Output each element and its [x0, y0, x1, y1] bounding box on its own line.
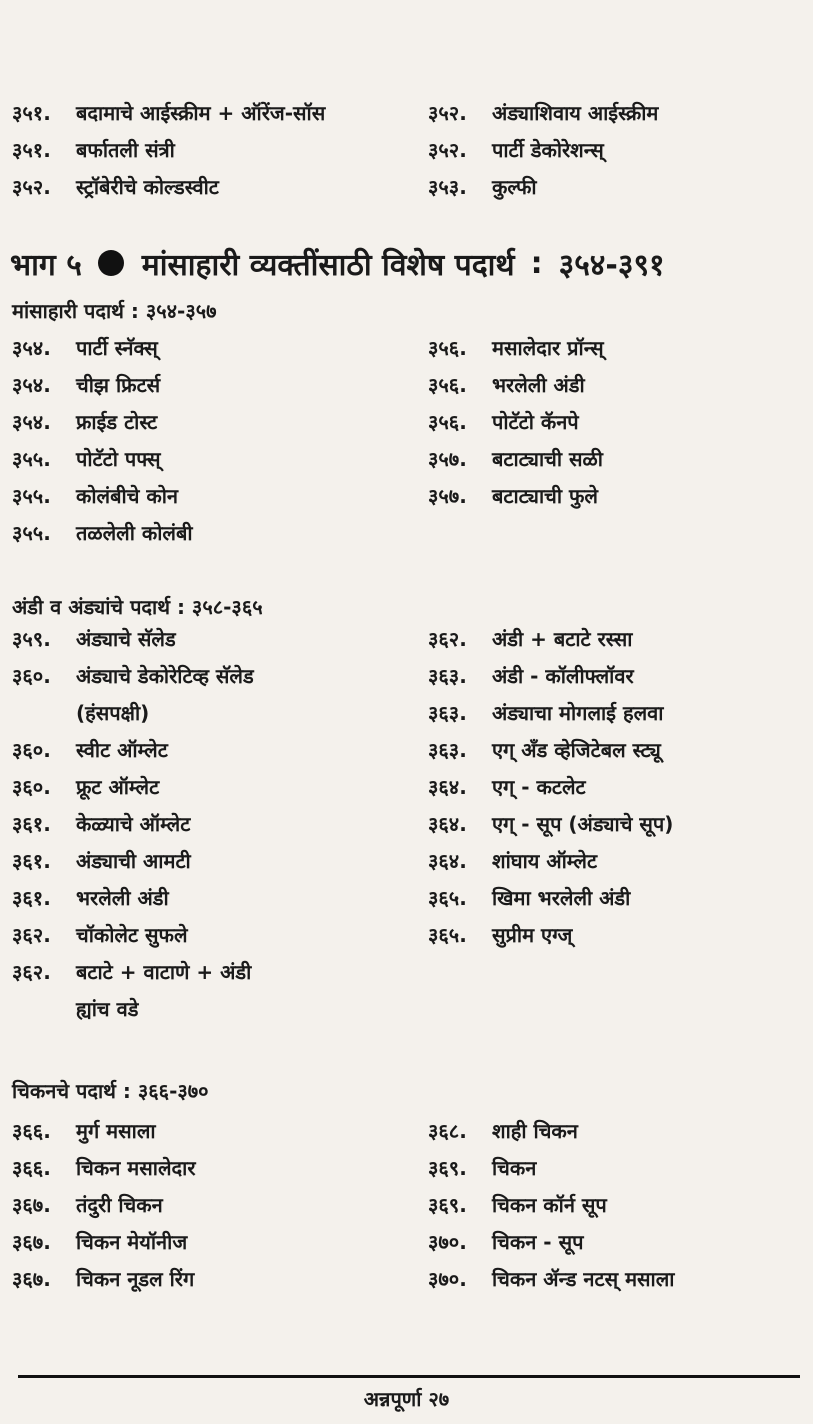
item-number: ३५५. — [12, 521, 51, 545]
item-number: ३६३. — [428, 664, 467, 688]
list-item — [12, 806, 412, 843]
item-title: मुर्ग मसाला — [76, 1119, 156, 1143]
item-title: खिमा भरलेली अंडी — [492, 886, 631, 910]
item-number: ३६०. — [12, 775, 51, 799]
list-item — [12, 404, 412, 441]
list-item — [428, 1224, 808, 1261]
item-title: चिकन मेयॉनीज — [76, 1230, 188, 1254]
item-title: अंड्याची आमटी — [76, 849, 191, 873]
item-title: बटाट्याची फुले — [492, 484, 598, 508]
item-title: भरलेली अंडी — [492, 373, 585, 397]
list-item — [428, 1187, 808, 1224]
item-title: पार्टी डेकोरेशन्स् — [492, 138, 604, 162]
item-title: चिकन - सूप — [492, 1230, 584, 1254]
item-title: भरलेली अंडी — [76, 886, 169, 910]
item-number: ३५१. — [12, 101, 51, 125]
list-item — [428, 658, 808, 695]
part-title: मांसाहारी व्यक्तींसाठी विशेष पदार्थ — [141, 247, 515, 283]
list-item — [428, 367, 808, 404]
list-item — [428, 441, 808, 478]
item-number: ३६५. — [428, 923, 467, 947]
item-title: फ्रूट ऑम्लेट — [76, 775, 160, 799]
item-title: अंडी + बटाटे रस्सा — [492, 627, 633, 651]
list-item — [428, 695, 808, 732]
item-title: स्वीट ऑम्लेट — [76, 738, 168, 762]
list-item — [12, 1113, 412, 1150]
item-title: तंदुरी चिकन — [76, 1193, 163, 1217]
list-item — [428, 917, 808, 954]
item-number: ३५४. — [12, 336, 51, 360]
item-title: चीझ फ्रिटर्स — [76, 373, 161, 397]
item-title: कुल्फी — [492, 175, 537, 199]
list-item — [12, 917, 412, 954]
item-number: ३५५. — [12, 447, 51, 471]
item-title: स्ट्रॉबेरीचे कोल्डस्वीट — [76, 175, 219, 199]
list-item — [12, 1187, 412, 1224]
list-item — [12, 880, 412, 917]
section-list-right — [428, 330, 808, 515]
item-number: ३६७. — [12, 1230, 51, 1254]
item-title: ह्यांच वडे — [76, 997, 139, 1021]
item-number: ३६६. — [12, 1156, 51, 1180]
list-item — [12, 169, 412, 206]
list-item — [428, 621, 808, 658]
item-title: मसालेदार प्रॉन्स् — [492, 336, 604, 360]
item-number: ३६७. — [12, 1193, 51, 1217]
list-item — [12, 658, 412, 695]
item-title: कोलंबीचे कोन — [76, 484, 179, 508]
item-title: चिकन नूडल रिंग — [76, 1267, 195, 1291]
item-number: ३६१. — [12, 886, 51, 910]
list-item — [12, 95, 412, 132]
list-item — [428, 1261, 808, 1298]
list-item — [12, 954, 412, 991]
list-item — [12, 515, 412, 552]
list-item — [428, 843, 808, 880]
section-list-right — [428, 621, 808, 954]
item-number: ३६२. — [428, 627, 467, 651]
item-number: ३७०. — [428, 1267, 467, 1291]
list-item — [12, 769, 412, 806]
item-title: अंड्याचा मोगलाई हलवा — [492, 701, 664, 725]
item-title: अंड्याशिवाय आईस्क्रीम — [492, 101, 659, 125]
section-heading: चिकनचे पदार्थ : ३६६-३७० — [12, 1079, 209, 1103]
list-item — [428, 132, 808, 169]
item-number: ३५२. — [428, 138, 467, 162]
footer-rule — [18, 1375, 800, 1378]
item-title: बटाट्याची सळी — [492, 447, 603, 471]
item-number: ३६९. — [428, 1193, 467, 1217]
item-number: ३६६. — [12, 1119, 51, 1143]
item-title: अंडी - कॉलीफ्लॉवर — [492, 664, 634, 688]
list-item — [428, 1150, 808, 1187]
list-item — [12, 732, 412, 769]
item-number: ३५९. — [12, 627, 51, 651]
item-title: केळ्याचे ऑम्लेट — [76, 812, 191, 836]
item-title: अंड्याचे सॅलेड — [76, 627, 176, 651]
item-number: ३६३. — [428, 738, 467, 762]
page-footer: अन्नपूर्णा २७ — [363, 1387, 450, 1411]
item-number: ३६३. — [428, 701, 467, 725]
item-title: चिकन कॉर्न सूप — [492, 1193, 607, 1217]
section-list-left — [12, 1113, 412, 1298]
top-list-right — [428, 95, 808, 206]
item-title: बदामाचे आईस्क्रीम + ऑरेंज-सॉस — [76, 101, 326, 125]
item-title: चॉकोलेट सुफले — [76, 923, 188, 947]
item-title: पोटॅटो कॅनपे — [492, 410, 579, 434]
list-item — [12, 843, 412, 880]
list-item — [428, 95, 808, 132]
part-separator: : — [530, 245, 543, 281]
section-list-left — [12, 330, 412, 552]
list-item — [428, 330, 808, 367]
list-item — [12, 1261, 412, 1298]
list-item — [428, 169, 808, 206]
item-title: पार्टी स्नॅक्स् — [76, 336, 158, 360]
bullet-icon — [98, 250, 124, 276]
item-number: ३६१. — [12, 812, 51, 836]
list-item — [12, 1224, 412, 1261]
top-list-left — [12, 95, 412, 206]
list-item — [12, 1150, 412, 1187]
part-heading — [10, 238, 810, 288]
section-list-right — [428, 1113, 808, 1298]
item-title: बटाटे + वाटाणे + अंडी — [76, 960, 252, 984]
section-list-left — [12, 621, 412, 1028]
item-number: ३५६. — [428, 336, 467, 360]
item-number: ३५४. — [12, 373, 51, 397]
item-number: ३६२. — [12, 923, 51, 947]
item-number: ३५२. — [12, 175, 51, 199]
item-title: एग् - सूप (अंड्याचे सूप) — [492, 812, 674, 836]
item-number: ३५१. — [12, 138, 51, 162]
list-item-continuation — [12, 991, 412, 1028]
section-heading: मांसाहारी पदार्थ : ३५४-३५७ — [12, 299, 217, 323]
item-title: अंड्याचे डेकोरेटिव्ह सॅलेड — [76, 664, 254, 688]
item-number: ३५४. — [12, 410, 51, 434]
item-title: पोटॅटो पफ्स् — [76, 447, 161, 471]
item-title: एग् - कटलेट — [492, 775, 586, 799]
item-number: ३६९. — [428, 1156, 467, 1180]
item-number: ३५६. — [428, 410, 467, 434]
list-item — [428, 880, 808, 917]
section-heading: अंडी व अंड्यांचे पदार्थ : ३५८-३६५ — [12, 595, 263, 619]
list-item — [12, 621, 412, 658]
item-number: ३६१. — [12, 849, 51, 873]
list-item — [428, 1113, 808, 1150]
part-range: ३५४-३९१ — [558, 247, 665, 283]
item-number: ३६५. — [428, 886, 467, 910]
item-number: ३५७. — [428, 484, 467, 508]
item-number: ३६२. — [12, 960, 51, 984]
item-title: बर्फातली संत्री — [76, 138, 175, 162]
item-number: ३६०. — [12, 664, 51, 688]
item-title: चिकन मसालेदार — [76, 1156, 196, 1180]
item-number: ३६४. — [428, 849, 467, 873]
item-number: ३६४. — [428, 775, 467, 799]
item-title: चिकन — [492, 1156, 537, 1180]
item-title: शाही चिकन — [492, 1119, 578, 1143]
item-number: ३५७. — [428, 447, 467, 471]
list-item — [12, 367, 412, 404]
item-number: ३७०. — [428, 1230, 467, 1254]
item-title: शांघाय ऑम्लेट — [492, 849, 598, 873]
list-item — [12, 441, 412, 478]
item-number: ३६८. — [428, 1119, 467, 1143]
item-number: ३६०. — [12, 738, 51, 762]
item-number: ३६४. — [428, 812, 467, 836]
item-number: ३५३. — [428, 175, 467, 199]
item-title: (हंसपक्षी) — [76, 701, 150, 725]
part-label: भाग ५ — [10, 247, 82, 283]
list-item — [428, 806, 808, 843]
item-title: चिकन ॲन्ड नटस् मसाला — [492, 1267, 675, 1291]
list-item — [428, 769, 808, 806]
list-item-continuation — [12, 695, 412, 732]
list-item — [428, 478, 808, 515]
list-item — [12, 478, 412, 515]
item-number: ३६७. — [12, 1267, 51, 1291]
list-item — [428, 732, 808, 769]
list-item — [428, 404, 808, 441]
item-number: ३५६. — [428, 373, 467, 397]
list-item — [12, 330, 412, 367]
item-number: ३५५. — [12, 484, 51, 508]
item-title: एग् अँड व्हेजिटेबल स्ट्यू — [492, 738, 661, 762]
list-item — [12, 132, 412, 169]
item-title: तळलेली कोलंबी — [76, 521, 193, 545]
item-number: ३५२. — [428, 101, 467, 125]
item-title: फ्राईड टोस्ट — [76, 410, 158, 434]
item-title: सुप्रीम एग्ज् — [492, 923, 573, 947]
